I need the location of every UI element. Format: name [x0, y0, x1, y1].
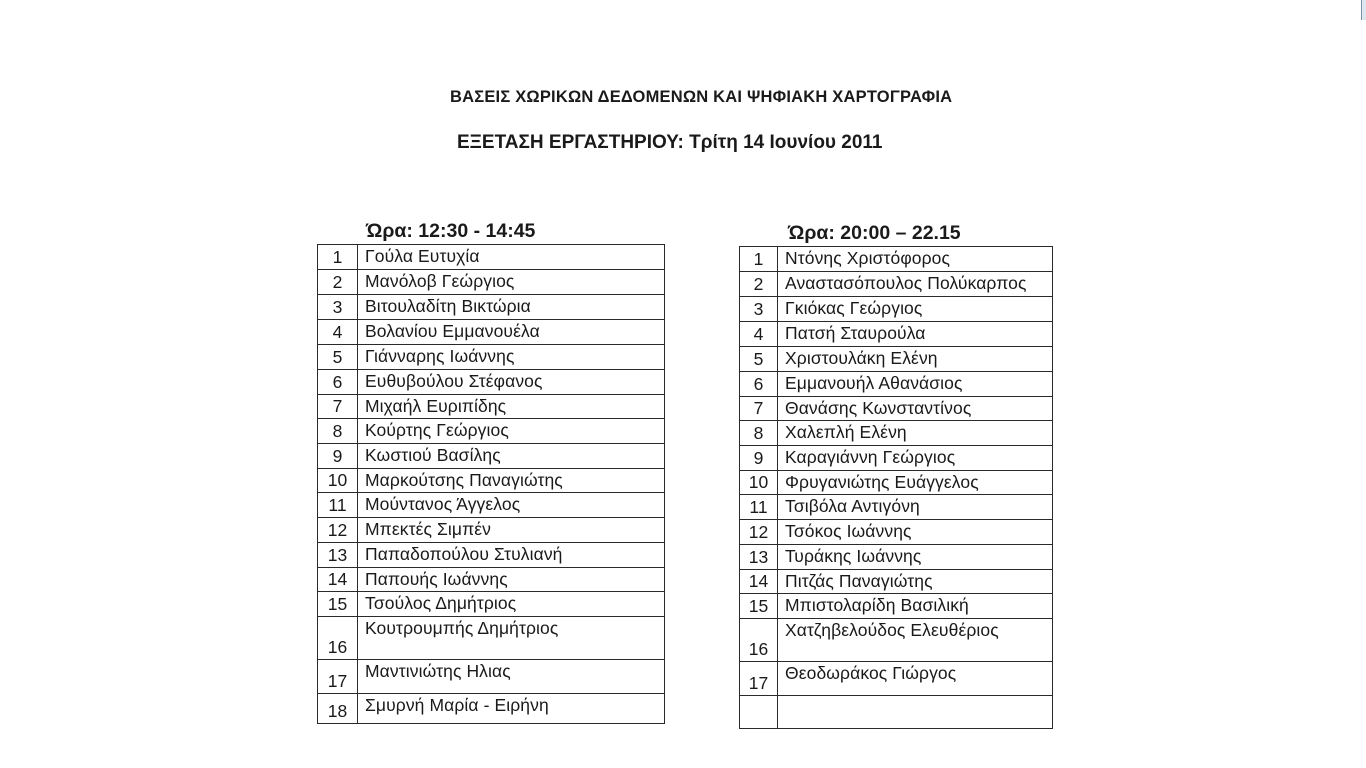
student-name-cell: Γούλα Ευτυχία	[358, 245, 665, 270]
row-number-cell: 1	[318, 245, 358, 270]
student-name-cell: Χατζηβελούδος Ελευθέριος	[778, 619, 1053, 662]
table-row	[318, 444, 665, 469]
row-number-cell: 17	[318, 660, 358, 694]
row-number-cell: 12	[318, 518, 358, 543]
table-row	[318, 660, 665, 694]
row-number-cell: 17	[740, 662, 778, 696]
row-number-cell: 5	[318, 345, 358, 370]
table-row	[740, 619, 1053, 662]
student-name-cell: Βιτουλαδίτη Βικτώρια	[358, 295, 665, 320]
student-roster-table-morning	[317, 244, 665, 724]
table-row	[318, 369, 665, 394]
row-number-cell: 14	[318, 567, 358, 592]
table-row	[740, 322, 1053, 347]
student-name-cell: Μανόλοβ Γεώργιος	[358, 270, 665, 295]
row-number-cell	[740, 695, 778, 728]
row-number-cell: 12	[740, 520, 778, 545]
row-number-cell: 1	[740, 247, 778, 272]
row-number-cell: 11	[740, 495, 778, 520]
student-name-cell: Μούντανος Άγγελος	[358, 493, 665, 518]
row-number-cell: 2	[740, 272, 778, 297]
student-name-cell: Καραγιάννη Γεώργιος	[778, 446, 1053, 471]
table-row	[740, 662, 1053, 696]
table-row	[740, 544, 1053, 569]
table-row	[318, 693, 665, 723]
table-row	[740, 272, 1053, 297]
student-name-cell: Τσούλος Δημήτριος	[358, 592, 665, 617]
student-name-cell: Μιχαήλ Ευριπίδης	[358, 394, 665, 419]
session-time-heading-evening: Ώρα: 20:00 – 22.15	[788, 222, 961, 244]
table-row	[318, 518, 665, 543]
row-number-cell: 13	[740, 544, 778, 569]
table-row	[318, 468, 665, 493]
table-row	[318, 394, 665, 419]
row-number-cell: 3	[740, 297, 778, 322]
row-number-cell: 3	[318, 295, 358, 320]
table-row	[318, 617, 665, 660]
student-name-cell: Κούρτης Γεώργιος	[358, 419, 665, 444]
student-name-cell: Πιτζάς Παναγιώτης	[778, 569, 1053, 594]
table-row	[740, 446, 1053, 471]
table-row	[740, 569, 1053, 594]
table-row	[318, 542, 665, 567]
student-name-cell: Τσόκος Ιωάννης	[778, 520, 1053, 545]
row-number-cell: 6	[740, 371, 778, 396]
student-roster-table-evening	[739, 246, 1053, 729]
row-number-cell: 18	[318, 693, 358, 723]
student-name-cell: Μαντινιώτης Ηλιας	[358, 660, 665, 694]
student-name-cell: Τσιβόλα Αντιγόνη	[778, 495, 1053, 520]
row-number-cell: 15	[318, 592, 358, 617]
row-number-cell: 9	[740, 446, 778, 471]
table-row	[740, 347, 1053, 372]
row-number-cell: 9	[318, 444, 358, 469]
student-name-cell: Βολανίου Εμμανουέλα	[358, 320, 665, 345]
student-name-cell	[778, 695, 1053, 728]
document-title: ΒΑΣΕΙΣ ΧΩΡΙΚΩΝ ΔΕΔΟΜΕΝΩΝ ΚΑΙ ΨΗΦΙΑΚΗ ΧΑΡΤΟΓΡΑΦΙΑ	[450, 88, 953, 106]
table-row	[740, 297, 1053, 322]
student-name-cell: Γκιόκας Γεώργιος	[778, 297, 1053, 322]
exam-date-subtitle: ΕΞΕΤΑΣΗ ΕΡΓΑΣΤΗΡΙΟΥ: Τρίτη 14 Ιουνίου 2011	[457, 132, 883, 153]
student-name-cell: Γιάνναρης Ιωάννης	[358, 345, 665, 370]
row-number-cell: 11	[318, 493, 358, 518]
table-row	[318, 419, 665, 444]
student-name-cell: Μαρκούτσης Παναγιώτης	[358, 468, 665, 493]
table-row	[740, 421, 1053, 446]
student-name-cell: Ευθυβούλου Στέφανος	[358, 369, 665, 394]
student-name-cell: Τυράκης Ιωάννης	[778, 544, 1053, 569]
row-number-cell: 15	[740, 594, 778, 619]
row-number-cell: 4	[740, 322, 778, 347]
scrollbar-edge	[1361, 0, 1366, 20]
student-name-cell: Παπαδοπούλου Στυλιανή	[358, 542, 665, 567]
student-name-cell: Θανάσης Κωνσταντίνος	[778, 396, 1053, 421]
row-number-cell: 2	[318, 270, 358, 295]
student-name-cell: Θεοδωράκος Γιώργος	[778, 662, 1053, 696]
table-row	[318, 345, 665, 370]
table-row	[318, 592, 665, 617]
student-name-cell: Εμμανουήλ Αθανάσιος	[778, 371, 1053, 396]
table-row	[740, 520, 1053, 545]
row-number-cell: 13	[318, 542, 358, 567]
student-name-cell: Ντόνης Χριστόφορος	[778, 247, 1053, 272]
student-name-cell: Μπεκτές Σιμπέν	[358, 518, 665, 543]
table-row	[740, 371, 1053, 396]
row-number-cell: 6	[318, 369, 358, 394]
row-number-cell: 8	[318, 419, 358, 444]
table-row	[318, 567, 665, 592]
table-row	[740, 695, 1053, 728]
table-row	[318, 245, 665, 270]
student-name-cell: Μπιστολαρίδη Βασιλική	[778, 594, 1053, 619]
row-number-cell: 5	[740, 347, 778, 372]
student-name-cell: Κωστιού Βασίλης	[358, 444, 665, 469]
table-row	[740, 470, 1053, 495]
table-row	[318, 493, 665, 518]
row-number-cell: 7	[318, 394, 358, 419]
row-number-cell: 16	[318, 617, 358, 660]
row-number-cell: 16	[740, 619, 778, 662]
student-name-cell: Σμυρνή Μαρία - Ειρήνη	[358, 693, 665, 723]
row-number-cell: 10	[318, 468, 358, 493]
student-name-cell: Παπουής Ιωάννης	[358, 567, 665, 592]
student-name-cell: Πατσή Σταυρούλα	[778, 322, 1053, 347]
row-number-cell: 14	[740, 569, 778, 594]
table-row	[740, 594, 1053, 619]
table-row	[318, 320, 665, 345]
table-row	[740, 495, 1053, 520]
row-number-cell: 4	[318, 320, 358, 345]
row-number-cell: 10	[740, 470, 778, 495]
student-name-cell: Χριστουλάκη Ελένη	[778, 347, 1053, 372]
session-time-heading-morning: Ώρα: 12:30 - 14:45	[366, 220, 536, 242]
table-row	[318, 270, 665, 295]
student-name-cell: Φρυγανιώτης Ευάγγελος	[778, 470, 1053, 495]
student-name-cell: Αναστασόπουλος Πολύκαρπος	[778, 272, 1053, 297]
table-row	[740, 247, 1053, 272]
row-number-cell: 7	[740, 396, 778, 421]
student-name-cell: Χαλεπλή Ελένη	[778, 421, 1053, 446]
student-name-cell: Κουτρουμπής Δημήτριος	[358, 617, 665, 660]
table-row	[740, 396, 1053, 421]
table-row	[318, 295, 665, 320]
row-number-cell: 8	[740, 421, 778, 446]
